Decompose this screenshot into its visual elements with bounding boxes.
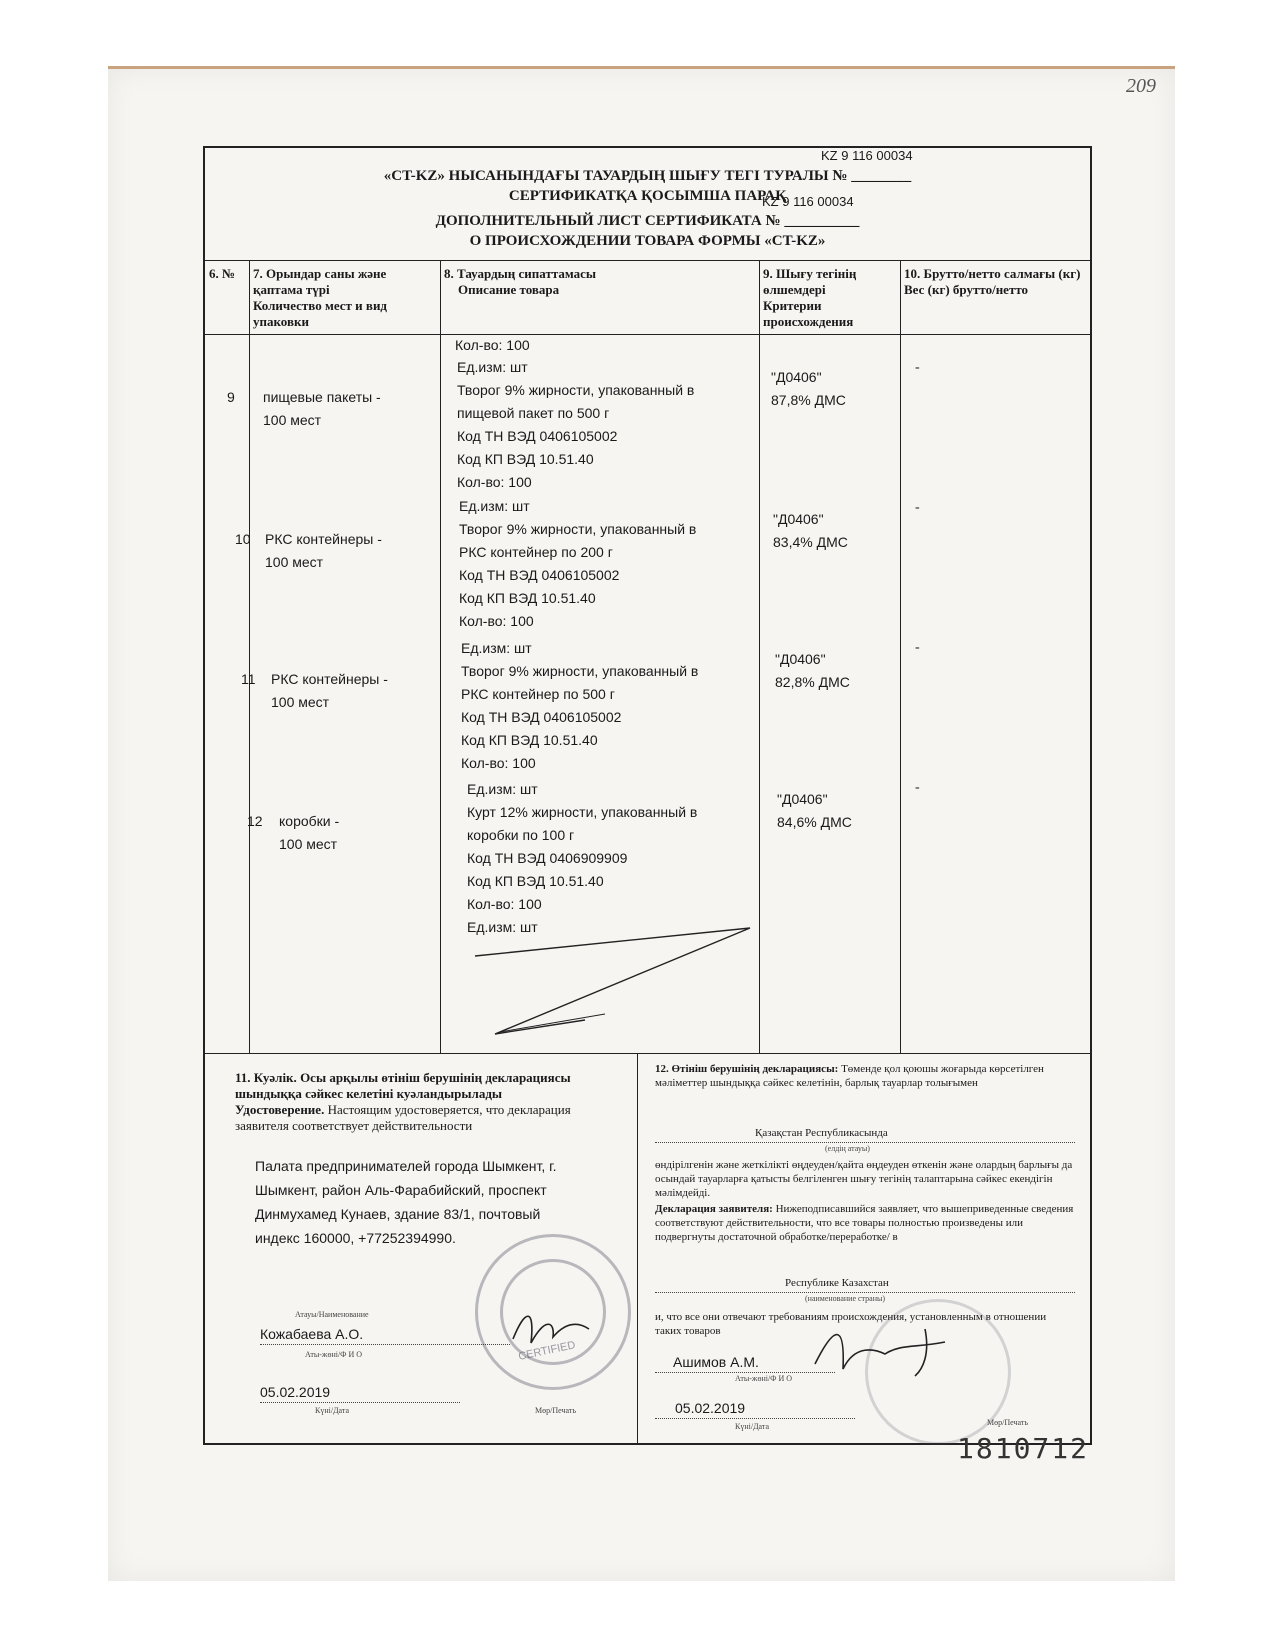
bottom-divider — [637, 1054, 638, 1444]
header-line-2: СЕРТИФИКАТҚА ҚОСЫМША ПАРАҚ — [508, 188, 787, 204]
label-stamp: Мөр/Печать — [535, 1406, 576, 1415]
certification-ru-title: Удостоверение. — [235, 1102, 325, 1117]
scan-edge — [108, 66, 1175, 69]
col-header-criteria — [759, 260, 900, 335]
row-criterion-code: "Д0406" — [773, 511, 824, 527]
description-line: Кол-во: 100 — [461, 755, 536, 771]
description-line: РКС контейнер по 200 г — [459, 544, 613, 560]
row-places-type: пищевые пакеты - — [263, 389, 381, 405]
row-weight: - — [915, 640, 920, 655]
description-line: Творог 9% жирности, упакованный в — [459, 521, 697, 537]
row-criterion-code: "Д0406" — [775, 651, 826, 667]
description-line: Код ТН ВЭД 0406105002 — [457, 428, 618, 444]
description-line: Код КП ВЭД 10.51.40 — [459, 590, 596, 606]
header-line-3: ДОПОЛНИТЕЛЬНЫЙ ЛИСТ СЕРТИФИКАТА № __________ — [435, 213, 860, 229]
row-description — [467, 778, 697, 939]
declaration-date-dotted-line — [655, 1418, 855, 1419]
row-number: 11 — [241, 671, 256, 687]
row-criterion — [771, 366, 846, 412]
row-number: 12 — [247, 813, 263, 829]
row-weight: - — [915, 780, 920, 795]
certification-kz-text: Осы арқылы өтініш берушінің декларациясы шындыққа сәйкес келетіні куәландырылады — [235, 1070, 571, 1101]
label-date: Күні/Дата — [315, 1406, 350, 1415]
declaration-box — [655, 1062, 1075, 1090]
declaration-kz — [655, 1062, 1075, 1090]
description-line: Код КП ВЭД 10.51.40 — [461, 732, 598, 748]
description-line: Кол-во: 100 — [457, 474, 532, 490]
certificate-number-top: KZ 9 116 00034 — [821, 148, 913, 163]
col-header-places-kz: 7. Орындар саны және қаптама түрі — [253, 266, 387, 297]
row-number: 9 — [227, 389, 235, 405]
row-places — [279, 810, 339, 856]
row-places-count: 100 мест — [279, 836, 338, 852]
description-line: Кол-во: 100 — [459, 613, 534, 629]
row-number: 10 — [235, 531, 251, 547]
description-line: Творог 9% жирности, упакованный в — [457, 382, 695, 398]
row-criterion-code: "Д0406" — [777, 791, 828, 807]
signature-12 — [805, 1314, 955, 1384]
country-kz: Қазақстан Республикасында — [755, 1127, 888, 1139]
handwritten-page-number: 209 — [1126, 75, 1156, 97]
column-divider — [249, 260, 250, 1053]
row-criterion-value: 87,8% ДМС — [771, 392, 846, 408]
header-line-1: «CT-KZ» НЫСАНЫНДАҒЫ ТАУАРДЫҢ ШЫҒУ ТЕГІ ТУРАЛЫ № ________ — [383, 168, 912, 184]
signature-section — [205, 1053, 1090, 1444]
col-header-description-kz: 8. Тауардың сипаттамасы — [444, 266, 597, 281]
row-places — [265, 528, 382, 574]
description-line: коробки по 100 г — [467, 827, 575, 843]
description-line: Код ТН ВЭД 0406105002 — [461, 709, 622, 725]
row-places-type: РКС контейнеры - — [265, 531, 382, 547]
description-line: Творог 9% жирности, упакованный в — [461, 663, 699, 679]
description-line: РКС контейнер по 500 г — [461, 686, 615, 702]
header-line-4: О ПРОИСХОЖДЕНИИ ТОВАРА ФОРМЫ «CT-KZ» — [469, 233, 826, 249]
declaration-ru-text: Нижеподписавшийся заявляет, что вышеприведенные сведения соответствуют действительности, что все товары полностью произведены или подвергнуты достаточной обработке/переработке/ в — [655, 1203, 1074, 1243]
col-header-description — [440, 260, 759, 335]
description-line: Ед.изм: шт — [461, 640, 532, 656]
row-description — [461, 637, 698, 775]
description-line: Код ТН ВЭД 0406909909 — [467, 850, 628, 866]
document-number: 1810712 — [957, 1432, 1090, 1465]
declaration-kz-text-2: өндірілгенін және жеткілікті өңдеуден/қайта өңдеуден өткенін және олардың барлығы да осындай тауарларға қатысты белгіленген шығу тегінің талаптарына сәйкес екендігін мәлімдейді. — [655, 1159, 1073, 1199]
date-dotted-line — [260, 1402, 460, 1403]
declaration-title: 12. Өтініш берушінің декларациясы: — [655, 1063, 839, 1075]
col-header-places — [249, 260, 440, 335]
label-fio-12: Аты-жөні/Ф И О — [735, 1374, 793, 1383]
description-line: пищевой пакет по 500 г — [457, 405, 610, 421]
row-places — [263, 386, 381, 432]
description-line: Ед.изм: шт — [459, 498, 530, 514]
row-places-type: РКС контейнеры - — [271, 671, 388, 687]
col-header-criteria-kz: 9. Шығу тегінің өлшемдері — [763, 266, 857, 297]
row-criterion-value: 83,4% ДМС — [773, 534, 848, 550]
col-header-weight-kz: 10. Брутто/нетто салмағы (кг) — [904, 266, 1081, 281]
declarant-name: Ашимов А.М. — [673, 1354, 759, 1370]
col-header-description-ru: Описание товара — [458, 282, 560, 297]
certification-ru — [235, 1102, 625, 1134]
row-criterion-code: "Д0406" — [771, 369, 822, 385]
label-name: Атауы/Наименование — [295, 1310, 369, 1319]
address-line: Шымкент, район Аль-Фарабийский, проспект — [255, 1182, 547, 1198]
column-divider — [440, 260, 441, 1053]
row-weight: - — [915, 360, 920, 375]
certification-kz — [235, 1070, 625, 1102]
certificate-form — [203, 146, 1092, 1445]
label-fio: Аты-жөні/Ф И О — [305, 1350, 363, 1359]
row-places-type: коробки - — [279, 813, 340, 829]
row-criterion — [777, 788, 852, 834]
stamp-text: CERTIFIED — [517, 1339, 577, 1363]
signature-11 — [505, 1299, 595, 1359]
declaration-date: 05.02.2019 — [675, 1400, 746, 1416]
declaration-ru — [655, 1202, 1075, 1244]
col-header-weight-ru: Вес (кг) брутто/нетто — [904, 282, 1029, 297]
certification-box — [235, 1070, 625, 1134]
label-stamp-12: Мөр/Печать — [987, 1418, 1028, 1427]
address-line: Палата предпринимателей города Шымкент, г. — [255, 1158, 557, 1174]
row-criterion-value: 84,6% ДМС — [777, 814, 852, 830]
description-line: Код КП ВЭД 10.51.40 — [457, 451, 594, 467]
certification-title: 11. Куәлік. — [235, 1070, 297, 1085]
description-line: Ед.изм: шт — [457, 359, 528, 375]
country-dotted-line — [655, 1142, 1075, 1143]
address-line: Динмухамед Кунаев, здание 83/1, почтовый — [255, 1206, 541, 1222]
declarant-dotted-line — [655, 1372, 835, 1373]
row-places-count: 100 мест — [265, 554, 324, 570]
certification-ru-text: Настоящим удостоверяется, что декларация заявителя соответствует действительности — [235, 1102, 571, 1133]
col-header-number: 6. № — [205, 260, 249, 335]
col-header-criteria-ru: Критерии происхождения — [763, 298, 854, 329]
label-country-ru: (наименование страны) — [805, 1294, 886, 1303]
label-date-12: Күні/Дата — [735, 1422, 770, 1431]
row-criterion — [775, 648, 850, 694]
row-criterion-value: 82,8% ДМС — [775, 674, 850, 690]
col-header-weight — [900, 260, 1090, 335]
description-line: Код КП ВЭД 10.51.40 — [467, 873, 604, 889]
form-header — [205, 148, 1090, 261]
cancellation-z-line — [465, 916, 765, 1041]
description-line: Курт 12% жирности, упакованный в — [467, 804, 698, 820]
row-description — [459, 495, 696, 633]
row-places — [271, 668, 388, 714]
certifier-name: Кожабаева А.О. — [260, 1326, 364, 1342]
row-places-count: 100 мест — [263, 412, 322, 428]
row-places-count: 100 мест — [271, 694, 330, 710]
chamber-address — [255, 1154, 556, 1250]
declaration-ru-title: Декларация заявителя: — [655, 1203, 773, 1215]
label-country: (елдің атауы) — [825, 1144, 870, 1153]
name-dotted-line — [260, 1344, 510, 1345]
row-criterion — [773, 508, 848, 554]
certificate-number: KZ 9 116 00034 — [762, 194, 854, 209]
row-description — [457, 356, 694, 494]
description-line: Кол-во: 100 — [455, 337, 530, 353]
country-ru: Республике Казахстан — [785, 1277, 889, 1289]
description-line: Кол-во: 100 — [467, 896, 542, 912]
country-ru-dotted-line — [655, 1292, 1075, 1293]
declaration-ru-text-2: и, что все они отвечают требованиям происхождения, установленным в отношении таких товаров — [655, 1311, 1047, 1337]
row-weight: - — [915, 500, 920, 515]
description-line: Ед.изм: шт — [467, 919, 538, 935]
address-line: индекс 160000, +77252394990. — [255, 1230, 456, 1246]
description-line: Код ТН ВЭД 0406105002 — [459, 567, 620, 583]
declaration-kz-text: Төменде қол қоюшы жоғарыда көрсетілген мәліметтер шындыққа сәйкес келетінін, барлық тауарлар толығымен — [655, 1063, 1044, 1089]
col-header-places-ru: Количество мест и вид упаковки — [253, 298, 388, 329]
certification-date: 05.02.2019 — [260, 1384, 331, 1400]
description-line: Ед.изм: шт — [467, 781, 538, 797]
column-divider — [900, 260, 901, 1053]
